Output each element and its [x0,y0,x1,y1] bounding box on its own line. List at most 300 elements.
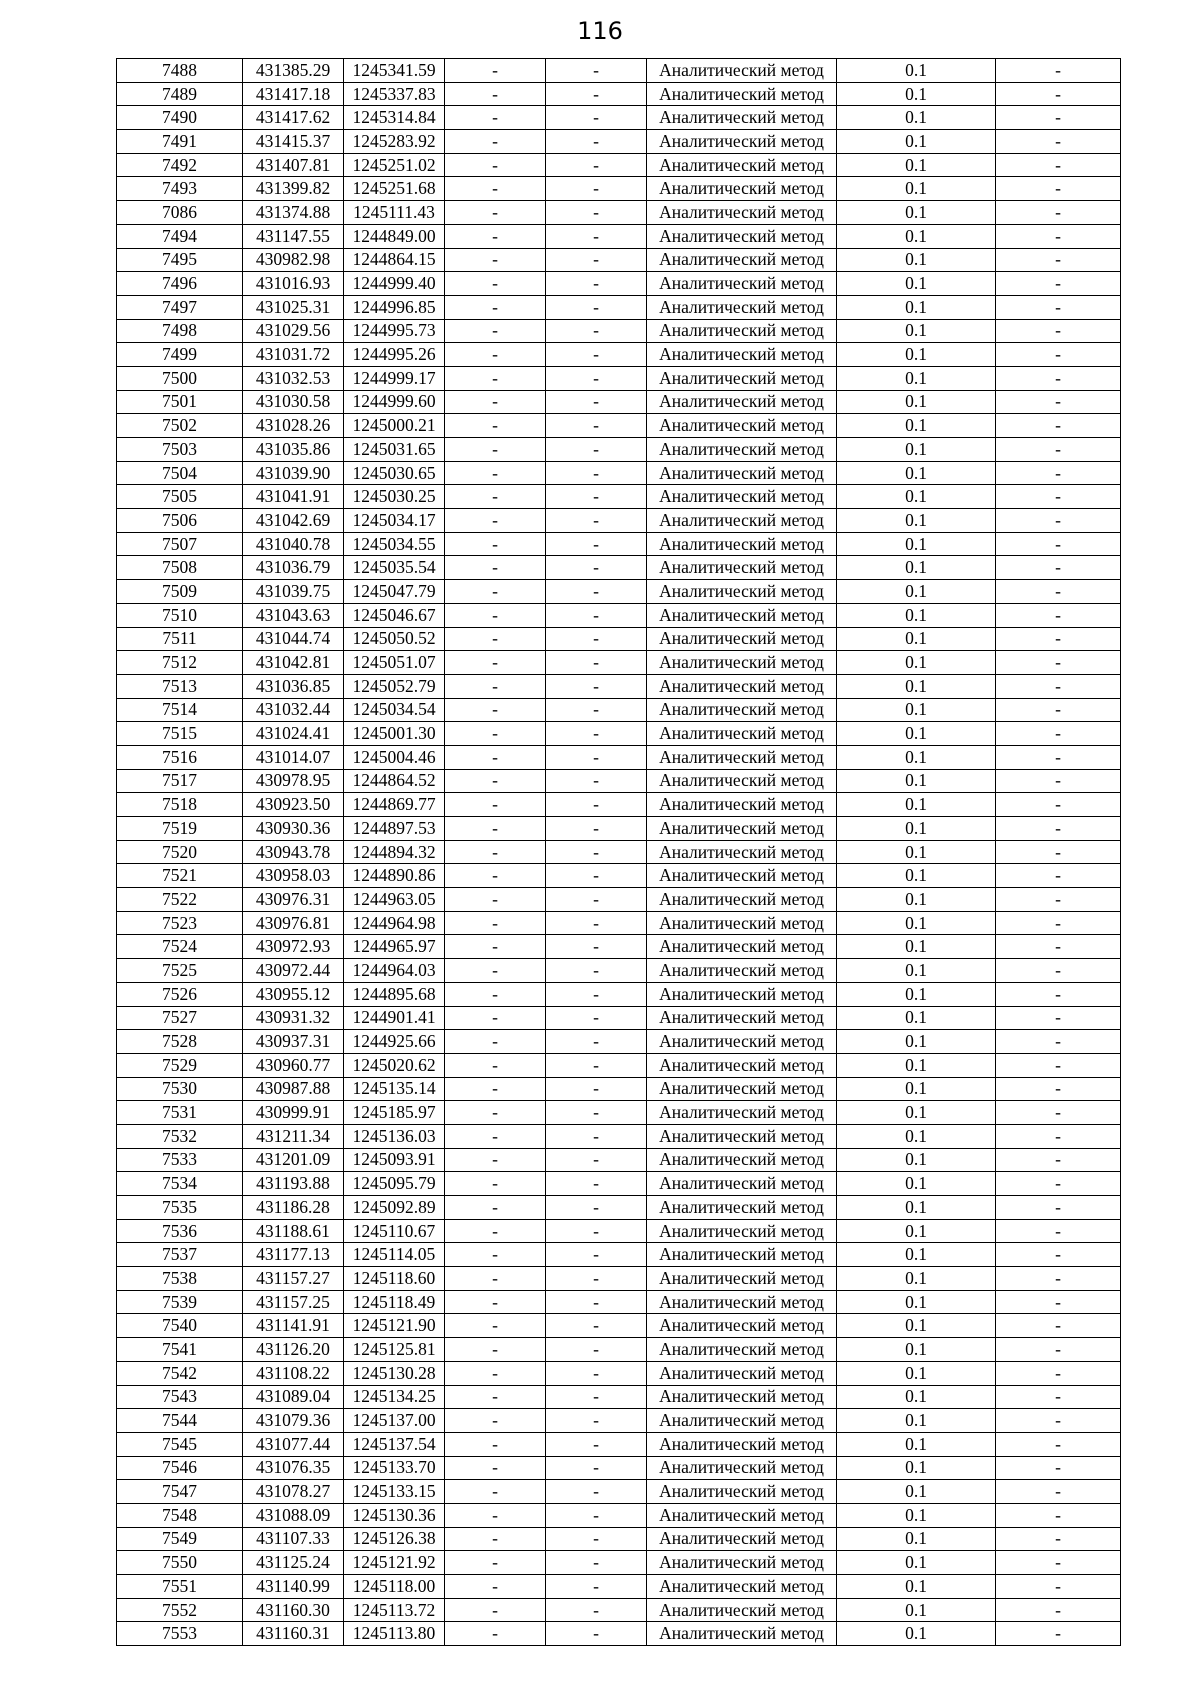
empty-cell: - [996,390,1121,414]
y-coordinate-cell: 1245337.83 [344,82,445,106]
x-coordinate-cell: 431140.99 [243,1575,344,1599]
accuracy-cell: 0.1 [837,1456,996,1480]
empty-cell: - [546,438,647,462]
y-coordinate-cell: 1245047.79 [344,580,445,604]
empty-cell: - [996,1503,1121,1527]
empty-cell: - [445,1622,546,1646]
x-coordinate-cell: 431399.82 [243,177,344,201]
y-coordinate-cell: 1245031.65 [344,438,445,462]
empty-cell: - [996,556,1121,580]
method-cell: Аналитический метод [647,1124,837,1148]
accuracy-cell: 0.1 [837,603,996,627]
method-cell: Аналитический метод [647,1172,837,1196]
method-cell: Аналитический метод [647,272,837,296]
y-coordinate-cell: 1245251.68 [344,177,445,201]
x-coordinate-cell: 430955.12 [243,982,344,1006]
method-cell: Аналитический метод [647,817,837,841]
empty-cell: - [996,106,1121,130]
x-coordinate-cell: 430982.98 [243,248,344,272]
empty-cell: - [546,153,647,177]
table-row [117,461,1121,485]
accuracy-cell: 0.1 [837,1148,996,1172]
point-number-cell: 7513 [117,674,243,698]
point-number-cell: 7489 [117,82,243,106]
empty-cell: - [546,1480,647,1504]
x-coordinate-cell: 431147.55 [243,224,344,248]
empty-cell: - [996,509,1121,533]
table-row [117,1480,1121,1504]
accuracy-cell: 0.1 [837,1527,996,1551]
x-coordinate-cell: 431076.35 [243,1456,344,1480]
accuracy-cell: 0.1 [837,319,996,343]
x-coordinate-cell: 431041.91 [243,485,344,509]
accuracy-cell: 0.1 [837,888,996,912]
point-number-cell: 7518 [117,793,243,817]
empty-cell: - [445,130,546,154]
empty-cell: - [546,935,647,959]
method-cell: Аналитический метод [647,1243,837,1267]
x-coordinate-cell: 431042.69 [243,509,344,533]
table-row [117,224,1121,248]
empty-cell: - [546,817,647,841]
empty-cell: - [996,1267,1121,1291]
table-row [117,366,1121,390]
method-cell: Аналитический метод [647,722,837,746]
empty-cell: - [996,1196,1121,1220]
accuracy-cell: 0.1 [837,272,996,296]
y-coordinate-cell: 1245030.65 [344,461,445,485]
point-number-cell: 7536 [117,1219,243,1243]
method-cell: Аналитический метод [647,201,837,225]
empty-cell: - [445,438,546,462]
y-coordinate-cell: 1244964.03 [344,959,445,983]
point-number-cell: 7525 [117,959,243,983]
empty-cell: - [546,59,647,83]
x-coordinate-cell: 430931.32 [243,1006,344,1030]
method-cell: Аналитический метод [647,509,837,533]
table-row [117,1622,1121,1646]
accuracy-cell: 0.1 [837,1053,996,1077]
empty-cell: - [445,1598,546,1622]
empty-cell: - [996,343,1121,367]
point-number-cell: 7496 [117,272,243,296]
point-number-cell: 7548 [117,1503,243,1527]
point-number-cell: 7549 [117,1527,243,1551]
table-row [117,651,1121,675]
x-coordinate-cell: 431177.13 [243,1243,344,1267]
x-coordinate-cell: 431125.24 [243,1551,344,1575]
point-number-cell: 7528 [117,1030,243,1054]
x-coordinate-cell: 430976.81 [243,911,344,935]
x-coordinate-cell: 431417.62 [243,106,344,130]
empty-cell: - [546,1503,647,1527]
table-row [117,509,1121,533]
method-cell: Аналитический метод [647,888,837,912]
empty-cell: - [445,272,546,296]
method-cell: Аналитический метод [647,1053,837,1077]
accuracy-cell: 0.1 [837,509,996,533]
table-row [117,935,1121,959]
method-cell: Аналитический метод [647,106,837,130]
point-number-cell: 7522 [117,888,243,912]
accuracy-cell: 0.1 [837,1622,996,1646]
table-row [117,911,1121,935]
empty-cell: - [445,556,546,580]
empty-cell: - [445,840,546,864]
x-coordinate-cell: 430930.36 [243,817,344,841]
empty-cell: - [445,106,546,130]
accuracy-cell: 0.1 [837,627,996,651]
accuracy-cell: 0.1 [837,343,996,367]
empty-cell: - [996,272,1121,296]
table-body [117,59,1121,1646]
method-cell: Аналитический метод [647,1575,837,1599]
point-number-cell: 7517 [117,769,243,793]
x-coordinate-cell: 430972.44 [243,959,344,983]
point-number-cell: 7551 [117,1575,243,1599]
x-coordinate-cell: 431039.75 [243,580,344,604]
empty-cell: - [445,1101,546,1125]
empty-cell: - [546,319,647,343]
empty-cell: - [546,1456,647,1480]
y-coordinate-cell: 1245118.60 [344,1267,445,1291]
accuracy-cell: 0.1 [837,1243,996,1267]
accuracy-cell: 0.1 [837,556,996,580]
method-cell: Аналитический метод [647,793,837,817]
method-cell: Аналитический метод [647,603,837,627]
method-cell: Аналитический метод [647,1219,837,1243]
y-coordinate-cell: 1245126.38 [344,1527,445,1551]
empty-cell: - [445,888,546,912]
empty-cell: - [546,1006,647,1030]
accuracy-cell: 0.1 [837,390,996,414]
empty-cell: - [996,1598,1121,1622]
empty-cell: - [996,1338,1121,1362]
y-coordinate-cell: 1244999.40 [344,272,445,296]
empty-cell: - [546,177,647,201]
x-coordinate-cell: 431031.72 [243,343,344,367]
empty-cell: - [445,722,546,746]
empty-cell: - [996,319,1121,343]
empty-cell: - [445,1527,546,1551]
point-number-cell: 7509 [117,580,243,604]
point-number-cell: 7507 [117,532,243,556]
table-row [117,82,1121,106]
y-coordinate-cell: 1245121.90 [344,1314,445,1338]
point-number-cell: 7526 [117,982,243,1006]
accuracy-cell: 0.1 [837,769,996,793]
empty-cell: - [445,461,546,485]
accuracy-cell: 0.1 [837,153,996,177]
y-coordinate-cell: 1245110.67 [344,1219,445,1243]
method-cell: Аналитический метод [647,1527,837,1551]
accuracy-cell: 0.1 [837,1503,996,1527]
x-coordinate-cell: 430999.91 [243,1101,344,1125]
empty-cell: - [445,627,546,651]
x-coordinate-cell: 430943.78 [243,840,344,864]
empty-cell: - [996,1030,1121,1054]
table-row [117,390,1121,414]
point-number-cell: 7493 [117,177,243,201]
accuracy-cell: 0.1 [837,1077,996,1101]
empty-cell: - [996,366,1121,390]
empty-cell: - [445,1290,546,1314]
method-cell: Аналитический метод [647,1314,837,1338]
accuracy-cell: 0.1 [837,1006,996,1030]
table-row [117,627,1121,651]
empty-cell: - [546,1172,647,1196]
y-coordinate-cell: 1245000.21 [344,414,445,438]
accuracy-cell: 0.1 [837,130,996,154]
empty-cell: - [996,295,1121,319]
point-number-cell: 7503 [117,438,243,462]
empty-cell: - [996,603,1121,627]
x-coordinate-cell: 431385.29 [243,59,344,83]
y-coordinate-cell: 1245052.79 [344,674,445,698]
x-coordinate-cell: 430923.50 [243,793,344,817]
empty-cell: - [445,1006,546,1030]
empty-cell: - [546,1267,647,1291]
empty-cell: - [996,130,1121,154]
accuracy-cell: 0.1 [837,959,996,983]
x-coordinate-cell: 431078.27 [243,1480,344,1504]
point-number-cell: 7533 [117,1148,243,1172]
x-coordinate-cell: 431079.36 [243,1409,344,1433]
empty-cell: - [996,1219,1121,1243]
empty-cell: - [445,769,546,793]
x-coordinate-cell: 431160.30 [243,1598,344,1622]
empty-cell: - [996,201,1121,225]
empty-cell: - [996,1077,1121,1101]
empty-cell: - [445,224,546,248]
point-number-cell: 7544 [117,1409,243,1433]
y-coordinate-cell: 1245121.92 [344,1551,445,1575]
empty-cell: - [996,224,1121,248]
y-coordinate-cell: 1244897.53 [344,817,445,841]
empty-cell: - [445,1551,546,1575]
empty-cell: - [996,864,1121,888]
point-number-cell: 7538 [117,1267,243,1291]
method-cell: Аналитический метод [647,390,837,414]
empty-cell: - [546,201,647,225]
empty-cell: - [546,745,647,769]
point-number-cell: 7550 [117,1551,243,1575]
empty-cell: - [546,580,647,604]
table-row [117,556,1121,580]
y-coordinate-cell: 1245051.07 [344,651,445,675]
y-coordinate-cell: 1245050.52 [344,627,445,651]
empty-cell: - [445,1432,546,1456]
empty-cell: - [445,1409,546,1433]
point-number-cell: 7510 [117,603,243,627]
empty-cell: - [996,1361,1121,1385]
table-row [117,1172,1121,1196]
method-cell: Аналитический метод [647,1148,837,1172]
empty-cell: - [546,911,647,935]
y-coordinate-cell: 1244925.66 [344,1030,445,1054]
point-number-cell: 7501 [117,390,243,414]
method-cell: Аналитический метод [647,532,837,556]
empty-cell: - [445,982,546,1006]
accuracy-cell: 0.1 [837,1338,996,1362]
empty-cell: - [996,1314,1121,1338]
empty-cell: - [445,698,546,722]
method-cell: Аналитический метод [647,59,837,83]
y-coordinate-cell: 1245134.25 [344,1385,445,1409]
x-coordinate-cell: 430960.77 [243,1053,344,1077]
point-number-cell: 7508 [117,556,243,580]
method-cell: Аналитический метод [647,935,837,959]
point-number-cell: 7491 [117,130,243,154]
empty-cell: - [996,1551,1121,1575]
accuracy-cell: 0.1 [837,698,996,722]
accuracy-cell: 0.1 [837,1385,996,1409]
method-cell: Аналитический метод [647,864,837,888]
y-coordinate-cell: 1245001.30 [344,722,445,746]
empty-cell: - [546,461,647,485]
empty-cell: - [445,390,546,414]
empty-cell: - [546,224,647,248]
empty-cell: - [996,769,1121,793]
x-coordinate-cell: 430972.93 [243,935,344,959]
empty-cell: - [546,888,647,912]
empty-cell: - [996,532,1121,556]
accuracy-cell: 0.1 [837,840,996,864]
method-cell: Аналитический метод [647,1409,837,1433]
empty-cell: - [546,414,647,438]
point-number-cell: 7534 [117,1172,243,1196]
empty-cell: - [546,1314,647,1338]
accuracy-cell: 0.1 [837,295,996,319]
y-coordinate-cell: 1245341.59 [344,59,445,83]
empty-cell: - [546,982,647,1006]
method-cell: Аналитический метод [647,1101,837,1125]
accuracy-cell: 0.1 [837,461,996,485]
point-number-cell: 7529 [117,1053,243,1077]
method-cell: Аналитический метод [647,1338,837,1362]
accuracy-cell: 0.1 [837,1432,996,1456]
accuracy-cell: 0.1 [837,1575,996,1599]
x-coordinate-cell: 431042.81 [243,651,344,675]
method-cell: Аналитический метод [647,177,837,201]
table-row [117,698,1121,722]
empty-cell: - [996,1101,1121,1125]
point-number-cell: 7542 [117,1361,243,1385]
point-number-cell: 7500 [117,366,243,390]
accuracy-cell: 0.1 [837,201,996,225]
x-coordinate-cell: 430937.31 [243,1030,344,1054]
point-number-cell: 7524 [117,935,243,959]
point-number-cell: 7553 [117,1622,243,1646]
empty-cell: - [445,1030,546,1054]
empty-cell: - [445,603,546,627]
method-cell: Аналитический метод [647,556,837,580]
point-number-cell: 7540 [117,1314,243,1338]
point-number-cell: 7527 [117,1006,243,1030]
x-coordinate-cell: 431157.25 [243,1290,344,1314]
empty-cell: - [546,627,647,651]
table-row [117,1527,1121,1551]
method-cell: Аналитический метод [647,1480,837,1504]
point-number-cell: 7543 [117,1385,243,1409]
table-row [117,1101,1121,1125]
empty-cell: - [445,248,546,272]
method-cell: Аналитический метод [647,698,837,722]
table-row [117,532,1121,556]
empty-cell: - [996,153,1121,177]
x-coordinate-cell: 431188.61 [243,1219,344,1243]
point-number-cell: 7552 [117,1598,243,1622]
method-cell: Аналитический метод [647,580,837,604]
empty-cell: - [445,1361,546,1385]
point-number-cell: 7537 [117,1243,243,1267]
y-coordinate-cell: 1245130.36 [344,1503,445,1527]
y-coordinate-cell: 1245118.00 [344,1575,445,1599]
empty-cell: - [996,1575,1121,1599]
x-coordinate-cell: 431186.28 [243,1196,344,1220]
x-coordinate-cell: 431141.91 [243,1314,344,1338]
y-coordinate-cell: 1244895.68 [344,982,445,1006]
accuracy-cell: 0.1 [837,1172,996,1196]
empty-cell: - [996,580,1121,604]
accuracy-cell: 0.1 [837,414,996,438]
accuracy-cell: 0.1 [837,82,996,106]
empty-cell: - [445,959,546,983]
table-row [117,1598,1121,1622]
empty-cell: - [996,82,1121,106]
empty-cell: - [546,1338,647,1362]
method-cell: Аналитический метод [647,82,837,106]
empty-cell: - [546,1622,647,1646]
empty-cell: - [546,1361,647,1385]
table-row [117,153,1121,177]
method-cell: Аналитический метод [647,224,837,248]
method-cell: Аналитический метод [647,1385,837,1409]
empty-cell: - [445,674,546,698]
empty-cell: - [996,817,1121,841]
accuracy-cell: 0.1 [837,485,996,509]
empty-cell: - [546,1243,647,1267]
empty-cell: - [546,106,647,130]
empty-cell: - [996,888,1121,912]
table-row [117,888,1121,912]
table-row [117,840,1121,864]
y-coordinate-cell: 1244869.77 [344,793,445,817]
empty-cell: - [996,627,1121,651]
empty-cell: - [546,556,647,580]
point-number-cell: 7545 [117,1432,243,1456]
accuracy-cell: 0.1 [837,1101,996,1125]
method-cell: Аналитический метод [647,1077,837,1101]
point-number-cell: 7531 [117,1101,243,1125]
table-row [117,817,1121,841]
y-coordinate-cell: 1244965.97 [344,935,445,959]
method-cell: Аналитический метод [647,366,837,390]
point-number-cell: 7497 [117,295,243,319]
empty-cell: - [546,698,647,722]
x-coordinate-cell: 431374.88 [243,201,344,225]
accuracy-cell: 0.1 [837,224,996,248]
empty-cell: - [996,1148,1121,1172]
table-row [117,1053,1121,1077]
empty-cell: - [445,1172,546,1196]
method-cell: Аналитический метод [647,1290,837,1314]
x-coordinate-cell: 431201.09 [243,1148,344,1172]
accuracy-cell: 0.1 [837,674,996,698]
accuracy-cell: 0.1 [837,1314,996,1338]
empty-cell: - [445,82,546,106]
empty-cell: - [996,485,1121,509]
